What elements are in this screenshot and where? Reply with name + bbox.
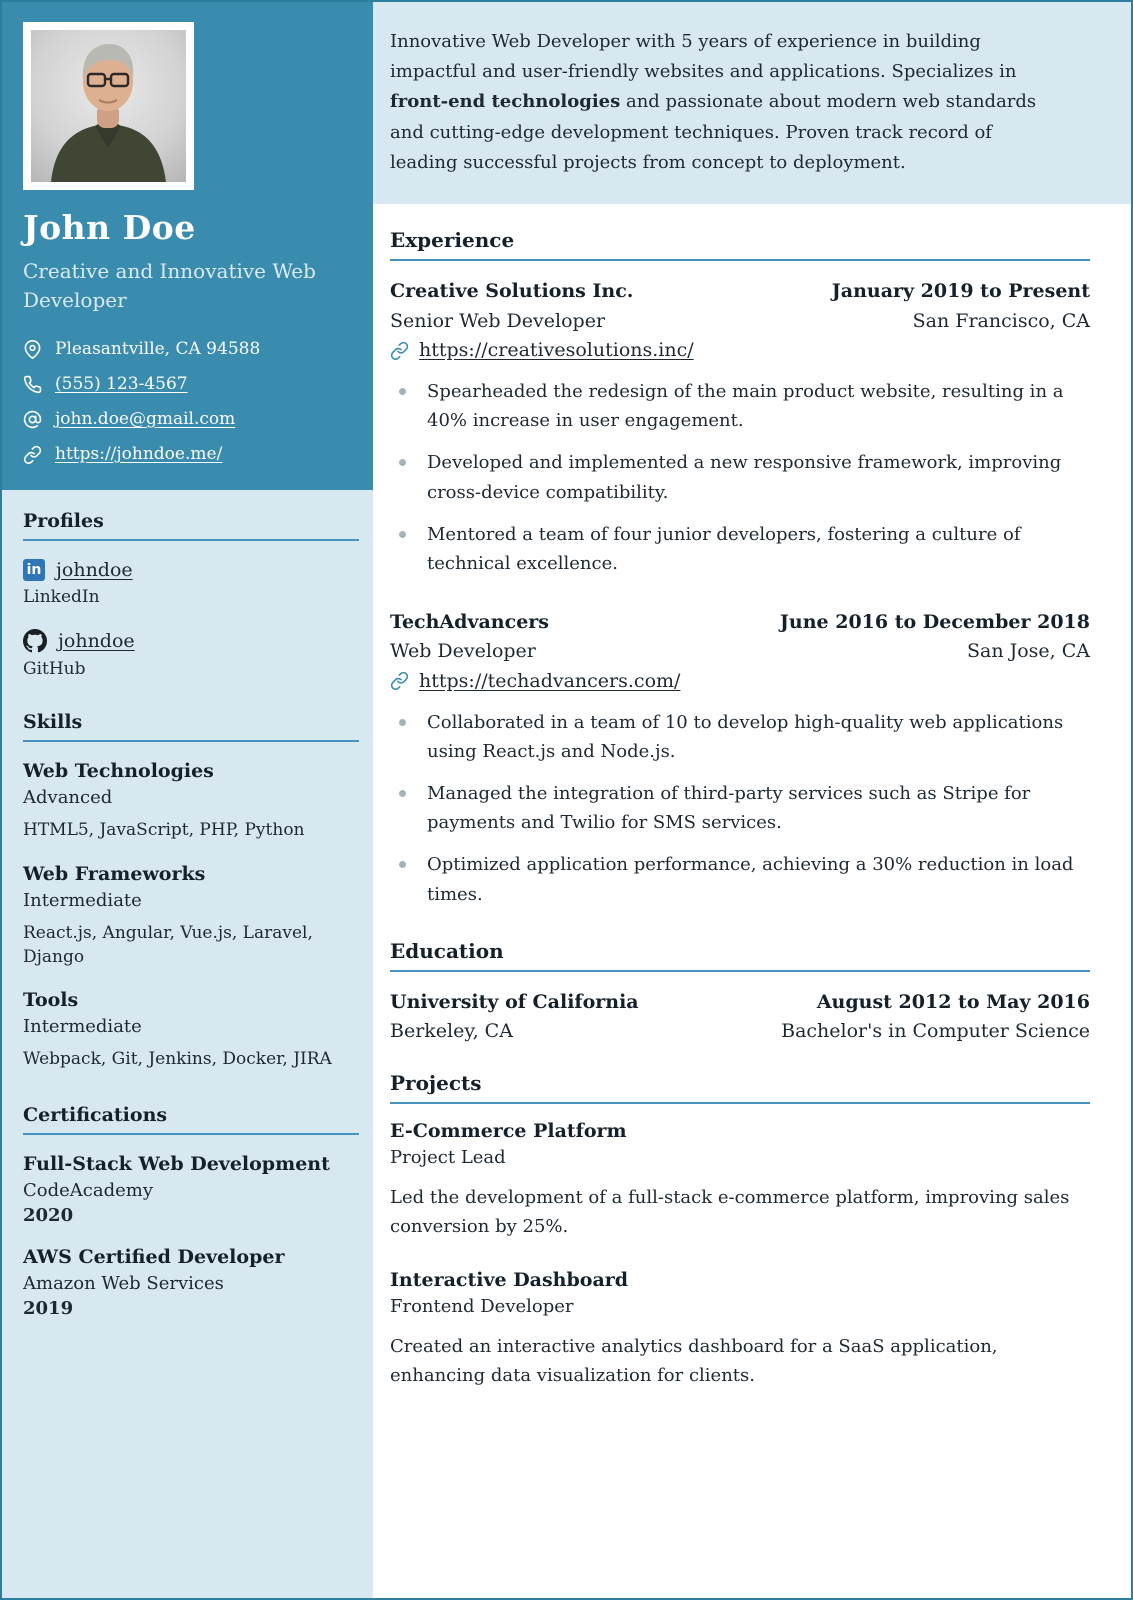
- certification-item: [23, 1153, 359, 1226]
- experience-heading: Experience: [390, 228, 1090, 261]
- job-position: Senior Web Developer: [390, 309, 606, 332]
- skills-heading: Skills: [23, 711, 359, 742]
- school-location: Berkeley, CA: [390, 1020, 513, 1043]
- summary-text: and passionate about modern web standards and cutting-edge development techniques. Proven track record of leading successful projects from concept to deployment.: [390, 91, 1037, 173]
- job-location: San Francisco, CA: [912, 309, 1090, 332]
- skill-keywords: React.js, Angular, Vue.js, Laravel, Django: [23, 922, 313, 967]
- linkedin-icon: in: [23, 559, 45, 581]
- link-icon: [23, 445, 42, 464]
- contact-website: [23, 444, 359, 464]
- skill-group-tools: [23, 989, 359, 1072]
- certification-title: Full-Stack Web Development: [23, 1153, 330, 1176]
- github-username-link[interactable]: johndoe: [58, 630, 135, 652]
- certification-issuer: CodeAcademy: [23, 1180, 154, 1202]
- job-dates: January 2019 to Present: [831, 280, 1090, 303]
- certification-year: 2019: [23, 1298, 74, 1320]
- github-icon: [23, 629, 47, 653]
- project-name: Interactive Dashboard: [390, 1268, 629, 1291]
- skill-name: Tools: [23, 989, 79, 1012]
- link-icon: [390, 671, 409, 690]
- contact-email: [23, 409, 359, 429]
- job-company: TechAdvancers: [390, 610, 549, 633]
- linkedin-username-link[interactable]: johndoe: [56, 559, 133, 581]
- job-url-link[interactable]: https://creativesolutions.inc/: [419, 339, 694, 362]
- certification-year: 2020: [23, 1205, 74, 1227]
- profile-linkedin: [23, 559, 359, 607]
- sidebar-header: [2, 2, 373, 490]
- skill-level: Advanced: [23, 787, 113, 808]
- job-bullet: Mentored a team of four junior developers, fostering a culture of technical excellence.: [390, 520, 1090, 578]
- email-icon: [23, 410, 42, 429]
- job-bullet: Developed and implemented a new responsive framework, improving cross-device compatibility.: [390, 448, 1090, 506]
- project-description: Led the development of a full-stack e-commerce platform, improving sales conversion by 25%.: [390, 1186, 1070, 1237]
- project-role: Frontend Developer: [390, 1295, 574, 1317]
- job-entry: [390, 277, 1090, 578]
- linkedin-network-label: LinkedIn: [23, 587, 100, 607]
- job-bullet: Optimized application performance, achieving a 30% reduction in load times.: [390, 850, 1090, 908]
- profile-photo: [23, 22, 194, 190]
- job-bullet-list: [390, 377, 1090, 578]
- certifications-section: [23, 1104, 359, 1319]
- website-link[interactable]: https://johndoe.me/: [55, 444, 223, 464]
- skill-name: Web Technologies: [23, 760, 214, 782]
- job-position: Web Developer: [390, 640, 536, 663]
- school-degree: Bachelor's in Computer Science: [781, 1020, 1090, 1043]
- skill-level: Intermediate: [23, 889, 142, 911]
- certification-title: AWS Certified Developer: [23, 1246, 285, 1269]
- skill-name: Web Frameworks: [23, 862, 206, 885]
- profiles-section: [23, 510, 359, 679]
- contact-phone: [23, 374, 359, 394]
- skills-section: [23, 711, 359, 1072]
- project-name: E-Commerce Platform: [390, 1119, 627, 1142]
- school-name: University of California: [390, 990, 639, 1013]
- contact-list: [23, 339, 359, 464]
- candidate-title: Creative and Innovative Web Developer: [23, 259, 316, 312]
- portrait-image: [31, 30, 186, 182]
- projects-heading: Projects: [390, 1071, 1090, 1104]
- skill-group-web-technologies: [23, 760, 359, 843]
- job-location: San Jose, CA: [966, 640, 1090, 663]
- skill-keywords: HTML5, JavaScript, PHP, Python: [23, 820, 305, 840]
- sidebar-body: [2, 490, 373, 1598]
- link-icon: [390, 341, 409, 360]
- candidate-name: John Doe: [23, 208, 196, 247]
- summary-text: Innovative Web Developer with 5 years of experience in building impactful and user-friendly websites and applications. Specializes in: [390, 31, 1017, 83]
- email-link[interactable]: john.doe@gmail.com: [55, 409, 236, 429]
- profile-github: [23, 629, 359, 679]
- project-entry: [390, 1269, 1090, 1390]
- skill-group-web-frameworks: [23, 863, 359, 970]
- project-role: Project Lead: [390, 1146, 506, 1168]
- job-dates: June 2016 to December 2018: [779, 610, 1090, 633]
- location-text: Pleasantville, CA 94588: [55, 339, 261, 359]
- job-url-link[interactable]: https://techadvancers.com/: [419, 669, 681, 692]
- job-bullet-list: [390, 708, 1090, 909]
- project-description: Created an interactive analytics dashboard for a SaaS application, enhancing data visualization for clients.: [390, 1335, 998, 1387]
- certification-item: [23, 1246, 359, 1319]
- certification-issuer: Amazon Web Services: [23, 1273, 224, 1295]
- job-entry: [390, 608, 1090, 909]
- phone-link[interactable]: (555) 123-4567: [55, 374, 188, 394]
- location-icon: [23, 340, 42, 359]
- project-entry: [390, 1120, 1090, 1241]
- job-bullet: Collaborated in a team of 10 to develop high-quality web applications using React.js and Node.js.: [390, 708, 1090, 766]
- education-heading: Education: [390, 939, 1090, 972]
- phone-icon: [23, 375, 42, 394]
- summary-block: [373, 2, 1131, 204]
- github-network-label: GitHub: [23, 659, 86, 679]
- sidebar: [2, 2, 373, 1598]
- skill-level: Intermediate: [23, 1016, 142, 1038]
- profiles-heading: Profiles: [23, 510, 359, 541]
- contact-location: [23, 339, 359, 359]
- content-sections: [373, 204, 1131, 1418]
- summary-bold-text: front-end technologies: [390, 91, 621, 113]
- certifications-heading: Certifications: [23, 1104, 359, 1135]
- job-company: Creative Solutions Inc.: [390, 280, 634, 303]
- education-entry: [390, 988, 1090, 1047]
- skill-keywords: Webpack, Git, Jenkins, Docker, JIRA: [23, 1049, 332, 1070]
- main-content: [373, 2, 1131, 1598]
- job-bullet: Managed the integration of third-party services such as Stripe for payments and Twilio for SMS services.: [390, 779, 1090, 837]
- school-dates: August 2012 to May 2016: [816, 990, 1090, 1013]
- job-bullet: Spearheaded the redesign of the main product website, resulting in a 40% increase in user engagement.: [390, 377, 1090, 435]
